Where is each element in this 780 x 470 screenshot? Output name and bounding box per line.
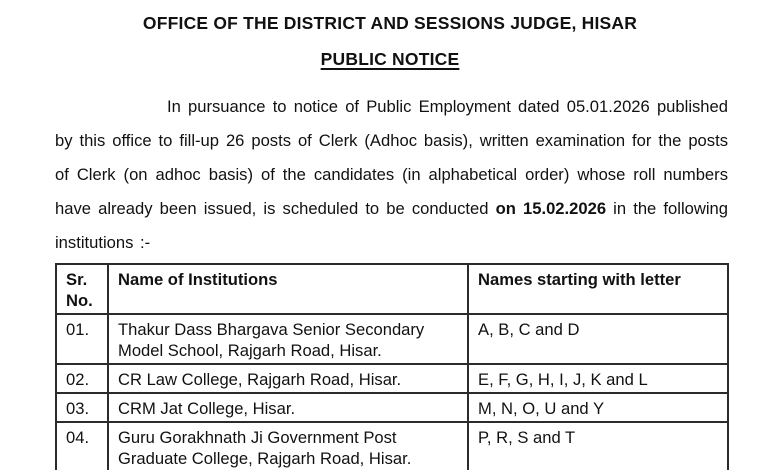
- cell-letters: E, F, G, H, I, J, K and L: [468, 364, 728, 393]
- cell-sr-no: 04.: [56, 422, 108, 470]
- cell-letters: A, B, C and D: [468, 314, 728, 364]
- cell-sr-no: 03.: [56, 393, 108, 422]
- table-row: [56, 314, 728, 364]
- notice-text-tail: in the following institutions :-: [55, 199, 728, 252]
- page-subtitle: PUBLIC NOTICE: [320, 49, 460, 69]
- table-header-row: [56, 264, 728, 314]
- notice-paragraph: [55, 90, 728, 260]
- table-row: [56, 393, 728, 422]
- table-row: [56, 422, 728, 470]
- page-title: OFFICE OF THE DISTRICT AND SESSIONS JUDGE, HISAR: [142, 13, 638, 33]
- cell-sr-no: 01.: [56, 314, 108, 364]
- cell-institution: CRM Jat College, Hisar.: [108, 393, 468, 422]
- col-header-sr-no: Sr. No.: [56, 264, 108, 314]
- table-row: [56, 364, 728, 393]
- cell-sr-no: 02.: [56, 364, 108, 393]
- notice-text-lead: In pursuance to notice of Public Employment dated 05.01.2026 published by this office to fill-up 26 posts of Clerk (Adhoc basis), written examination for the posts of Clerk (on adhoc basis) of the candidates (in alphabetical order) whose roll numbers have already been issued, is scheduled to be conducted: [55, 97, 728, 218]
- col-header-letters: Names starting with letter: [468, 264, 728, 314]
- cell-institution: CR Law College, Rajgarh Road, Hisar.: [108, 364, 468, 393]
- institutions-table: [55, 263, 729, 470]
- cell-letters: M, N, O, U and Y: [468, 393, 728, 422]
- notice-exam-date: on 15.02.2026: [495, 199, 607, 218]
- cell-letters: P, R, S and T: [468, 422, 728, 470]
- cell-institution: Guru Gorakhnath Ji Government Post Graduate College, Rajgarh Road, Hisar.: [108, 422, 468, 470]
- col-header-institution: Name of Institutions: [108, 264, 468, 314]
- cell-institution: Thakur Dass Bhargava Senior Secondary Model School, Rajgarh Road, Hisar.: [108, 314, 468, 364]
